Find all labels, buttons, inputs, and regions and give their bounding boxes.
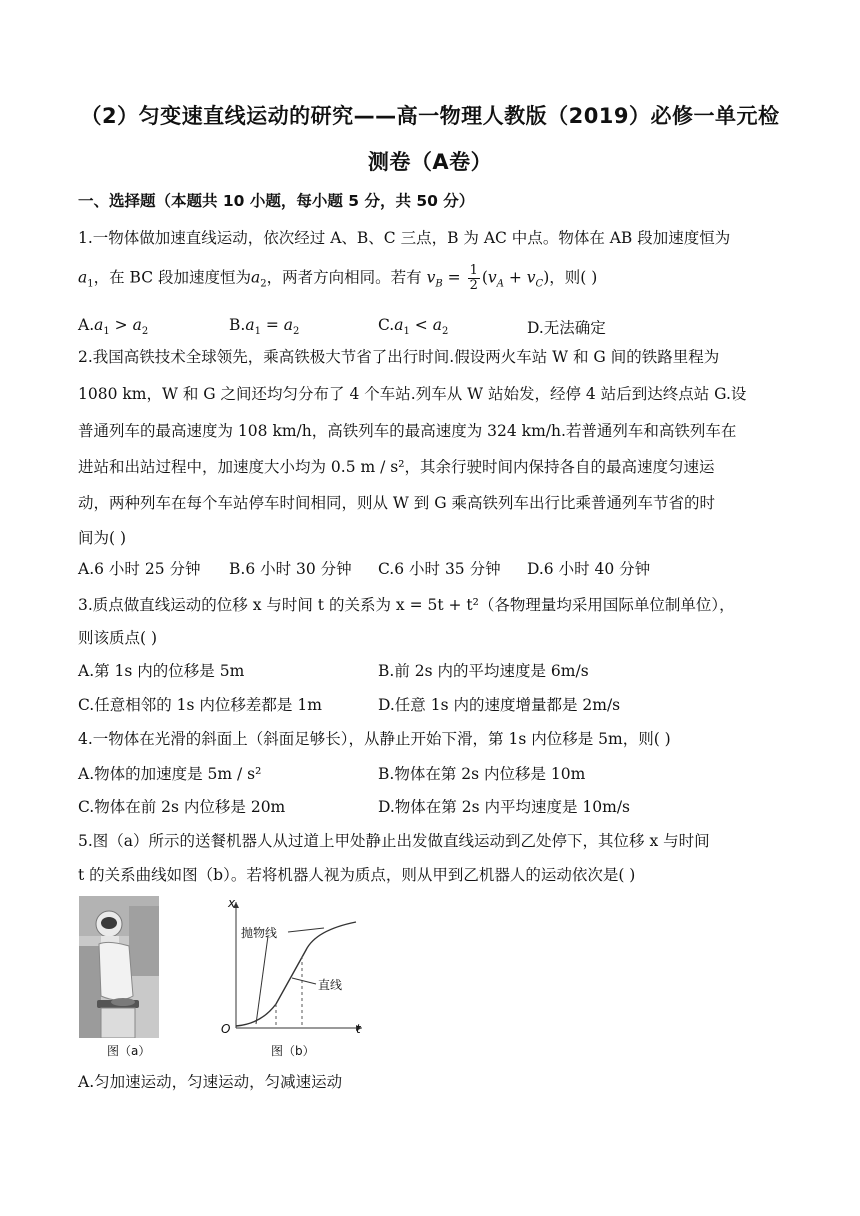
- q4-option-b: B.物体在第 2s 内位移是 10m: [378, 765, 586, 783]
- q3-option-c: C.任意相邻的 1s 内位移差都是 1m: [78, 696, 322, 714]
- q1-option-b: $B.a_1 = a_2$: [229, 316, 300, 338]
- q2-stem-line6: 间为( ): [78, 529, 127, 547]
- q2-option-d: D.6 小时 40 分钟: [527, 560, 651, 578]
- q2-stem-line3: 普通列车的最高速度为 108 km/h，高铁列车的最高速度为 324 km/h.若普通列车和高铁列车在: [78, 422, 737, 440]
- q4-option-a: A.物体的加速度是 5m / s²: [78, 765, 262, 783]
- graph-origin-label: O: [221, 1022, 231, 1036]
- q4-option-d: D.物体在第 2s 内平均速度是 10m/s: [378, 798, 630, 816]
- section-heading: 一、选择题（本题共 10 小题，每小题 5 分，共 50 分）: [78, 192, 475, 210]
- figure-b-caption: 图（b）: [271, 1044, 315, 1058]
- graph-straight-label: 直线: [318, 978, 343, 992]
- q3-option-a: A.第 1s 内的位移是 5m: [78, 662, 245, 680]
- q5-option-a: A.匀加速运动，匀速运动，匀减速运动: [78, 1073, 343, 1091]
- q1-stem-line1: 1.一物体做加速直线运动，依次经过 A、B、C 三点，B 为 AC 中点。物体在 AB 段加速度恒为: [78, 229, 731, 247]
- q1-stem-line2: $a_1$，在 BC 段加速度恒为$a_2$，两者方向相同。若有 $v_B$ = $\frac{1}{2}$ $(v_A + v_C)$，则( ): [78, 263, 598, 293]
- page-title-continued: 测卷（A卷）: [367, 150, 493, 174]
- q4-option-c: C.物体在前 2s 内位移是 20m: [78, 798, 286, 816]
- q5-stem-line1: 5.图（a）所示的送餐机器人从过道上甲处静止出发做直线运动到乙处停下，其位移 x 与时间: [78, 832, 710, 850]
- q3-stem-line1: 3.质点做直线运动的位移 x 与时间 t 的关系为 x = 5t + t²（各物理量均采用国际单位制单位），: [78, 596, 735, 614]
- q2-option-c: C.6 小时 35 分钟: [378, 560, 501, 578]
- q1-option-a: $A.a_1 > a_2$: [78, 316, 149, 338]
- graph-parabola-label: 抛物线: [241, 926, 278, 940]
- q3-option-d: D.任意 1s 内的速度增量都是 2m/s: [378, 696, 621, 714]
- q3-option-b: B.前 2s 内的平均速度是 6m/s: [378, 662, 589, 680]
- q5-stem-line2: t 的关系曲线如图（b）。若将机器人视为质点，则从甲到乙机器人的运动依次是( ): [78, 866, 636, 884]
- q1-option-d: D.无法确定: [527, 319, 606, 337]
- graph-y-axis-label: x: [228, 896, 236, 910]
- q1-option-c: $C.a_1 < a_2$: [378, 316, 449, 338]
- page-title: （2）匀变速直线运动的研究——高一物理人教版（2019）必修一单元检: [80, 104, 780, 128]
- q2-stem-line2: 1080 km，W 和 G 之间还均匀分布了 4 个车站.列车从 W 站始发，经停 4 站后到达终点站 G.设: [78, 385, 747, 403]
- q2-option-b: B.6 小时 30 分钟: [229, 560, 352, 578]
- q2-stem-line4: 进站和出站过程中，加速度大小均为 0.5 m / s²，其余行驶时间内保持各自的最高速度匀速运: [78, 458, 715, 476]
- robot-photo: [79, 896, 159, 1038]
- q2-stem-line1: 2.我国高铁技术全球领先，乘高铁极大节省了出行时间.假设两火车站 W 和 G 间的铁路里程为: [78, 348, 720, 366]
- figure-a-caption: 图（a）: [107, 1044, 151, 1058]
- q4-stem: 4.一物体在光滑的斜面上（斜面足够长），从静止开始下滑，第 1s 内位移是 5m，则( ): [78, 730, 671, 748]
- xt-graph: [216, 896, 366, 1038]
- q3-stem-line2: 则该质点( ): [78, 629, 158, 647]
- q2-option-a: A.6 小时 25 分钟: [78, 560, 201, 578]
- graph-x-axis-label: t: [356, 1022, 361, 1036]
- q2-stem-line5: 动，两种列车在每个车站停车时间相同，则从 W 到 G 乘高铁列车出行比乘普通列车节省的时: [78, 494, 716, 512]
